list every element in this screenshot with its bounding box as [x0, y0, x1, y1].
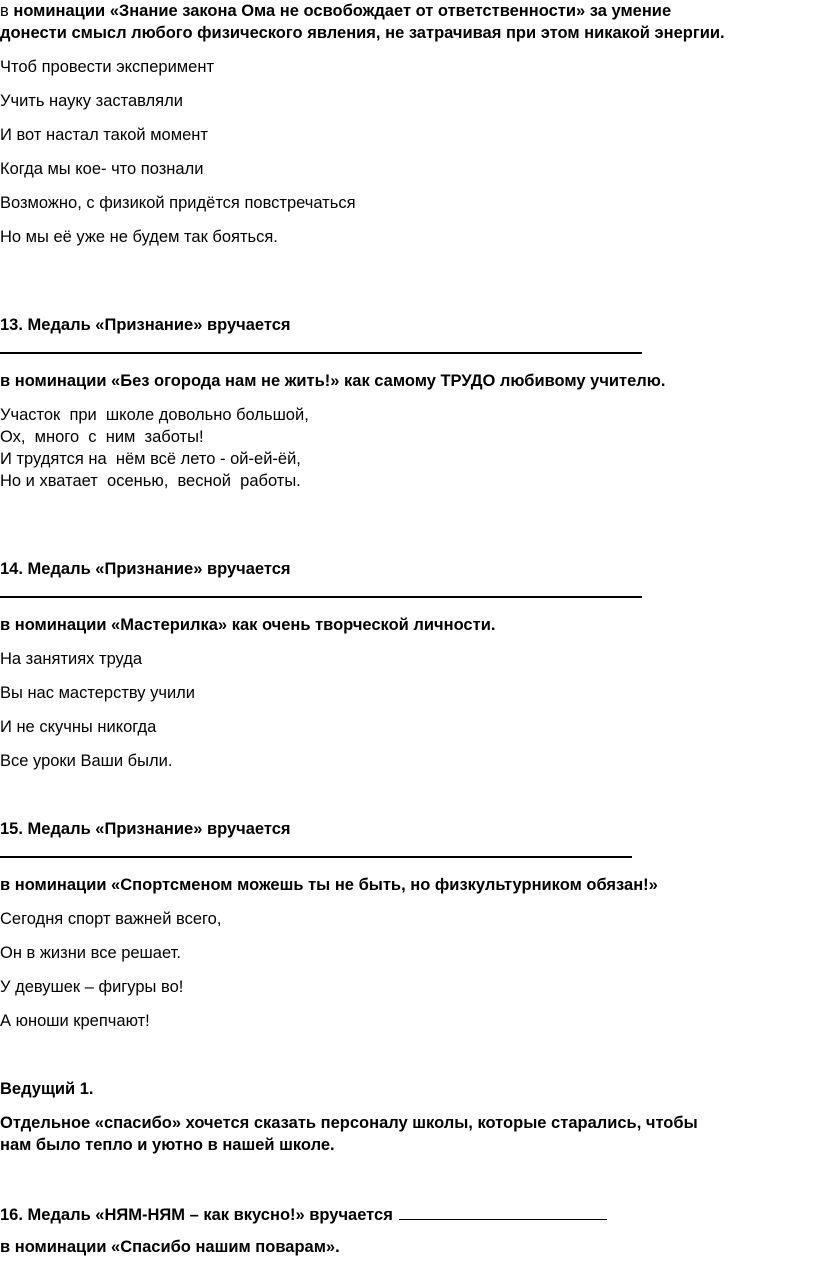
s15-heading: 15. Медаль «Признание» вручается	[0, 820, 291, 838]
s14-heading: 14. Медаль «Признание» вручается	[0, 560, 291, 578]
s13-poem-line: И трудятся на нём всё лето - ой-ей-ёй,	[0, 450, 301, 468]
s15-fill-line	[0, 856, 632, 858]
poem1-line: Возможно, с физикой придётся повстречаться	[0, 194, 356, 212]
s14-poem-line: Вы нас мастерству учили	[0, 684, 196, 702]
s16-fill-line	[399, 1204, 607, 1220]
s13-poem-line: Участок при школе довольно большой,	[0, 406, 309, 424]
s14-fill-line	[0, 596, 642, 598]
s15-poem-line: У девушек – фигуры во!	[0, 978, 184, 996]
s14-poem-line: Все уроки Ваши были.	[0, 752, 173, 770]
poem1-line: Когда мы кое- что познали	[0, 160, 204, 178]
s13-poem-line: Ох, много с ним заботы!	[0, 428, 204, 446]
s16-heading: 16. Медаль «НЯМ-НЯМ – как вкусно!» вручается	[0, 1206, 393, 1224]
host-label: Ведущий 1.	[0, 1080, 94, 1098]
intro-nomination: номинации «Знание закона Ома не освобождает от ответственности» за умение	[13, 2, 672, 20]
intro-line-1	[0, 2, 671, 21]
s13-poem-line: Но и хватает осенью, весной работы.	[0, 472, 301, 490]
s13-nomination: в номинации «Без огорода нам не жить!» как самому ТРУДО любивому учителю.	[0, 372, 666, 390]
host-text-line-2: нам было тепло и уютно в нашей школе.	[0, 1136, 335, 1154]
poem1-line: Чтоб провести эксперимент	[0, 58, 215, 76]
poem1-line: Но мы её уже не будем так бояться.	[0, 228, 278, 246]
s13-heading: 13. Медаль «Признание» вручается	[0, 316, 291, 334]
s16-nomination: в номинации «Спасибо нашим поварам».	[0, 1238, 340, 1256]
host-text-line-1: Отдельное «спасибо» хочется сказать персоналу школы, которые старались, чтобы	[0, 1114, 698, 1132]
poem1-line: Учить науку заставляли	[0, 92, 183, 110]
s16-heading-line	[0, 1204, 607, 1225]
s15-poem-line: А юноши крепчают!	[0, 1012, 150, 1030]
s15-poem-line: Сегодня спорт важней всего,	[0, 910, 222, 928]
intro-lead: в	[0, 2, 14, 20]
s14-poem-line: На занятиях труда	[0, 650, 143, 668]
intro-line-2: донести смысл любого физического явления, не затрачивая при этом никакой энергии.	[0, 24, 725, 42]
s14-poem-line: И не скучны никогда	[0, 718, 157, 736]
s15-nomination: в номинации «Спортсменом можешь ты не быть, но физкультурником обязан!»	[0, 876, 658, 894]
poem1-line: И вот настал такой момент	[0, 126, 208, 144]
s14-nomination: в номинации «Мастерилка» как очень творческой личности.	[0, 616, 496, 634]
s15-poem-line: Он в жизни все решает.	[0, 944, 181, 962]
s13-fill-line	[0, 352, 642, 354]
